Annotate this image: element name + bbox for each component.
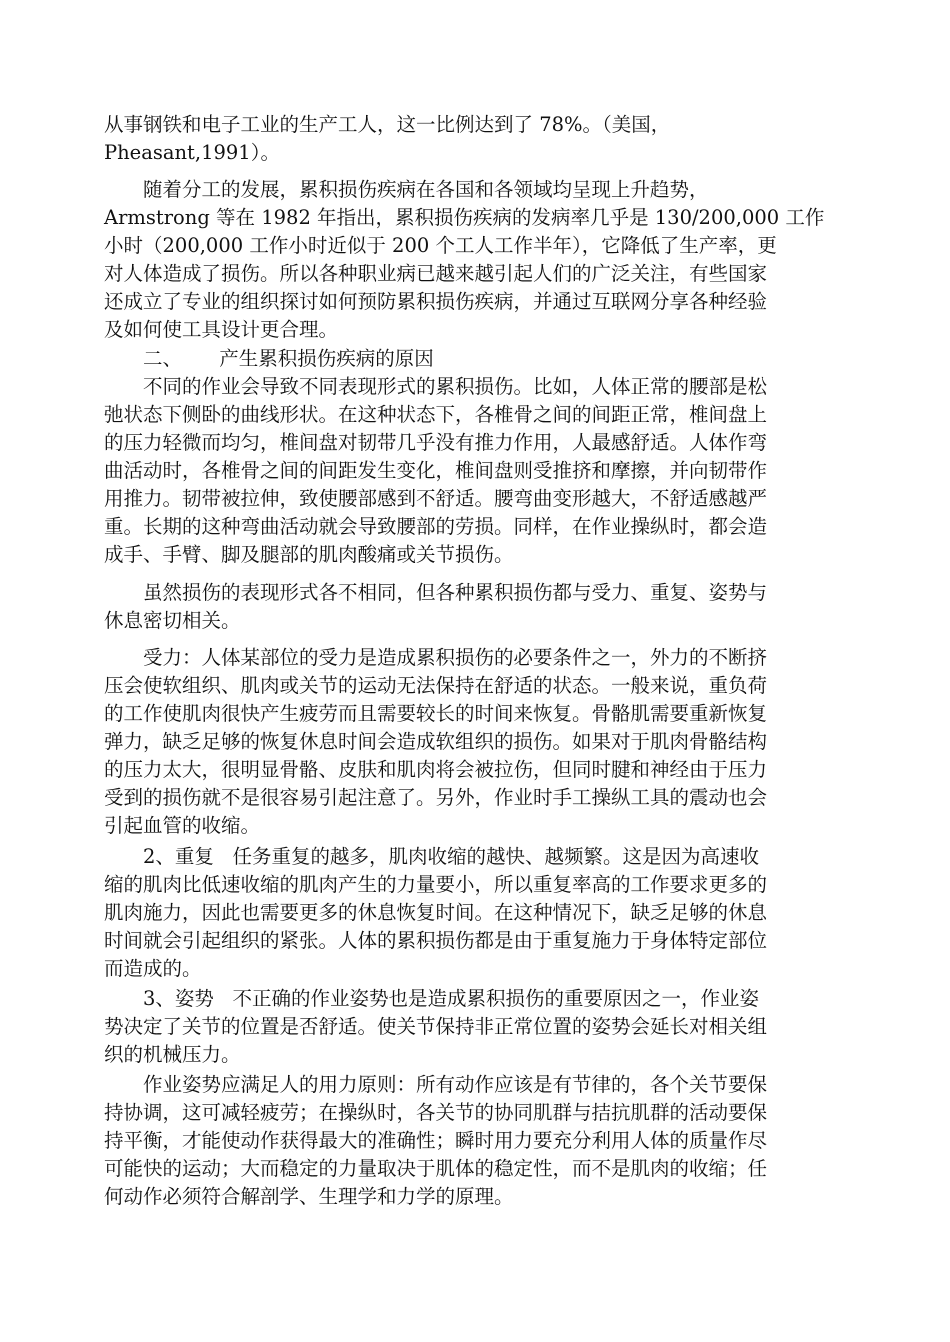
text-line: 可能快的运动；大而稳定的力量取决于肌体的稳定性，而不是肌肉的收缩；任: [104, 1157, 768, 1180]
text-line: 引起血管的收缩。: [104, 814, 261, 837]
text-line: 而造成的。: [104, 957, 202, 980]
text-line: 势决定了关节的位置是否舒适。使关节保持非正常位置的姿势会延长对相关组: [104, 1015, 768, 1038]
text-line: 对人体造成了损伤。所以各种职业病已越来越引起人们的广泛关注，有些国家: [104, 262, 768, 285]
text-line: 成手、手臂、脚及腿部的肌肉酸痛或关节损伤。: [104, 543, 514, 566]
text-line: 缩的肌肉比低速收缩的肌肉产生的力量要小，所以重复率高的工作要求更多的: [104, 873, 768, 896]
text-line: Armstrong 等在 1982 年指出，累积损伤疾病的发病率几乎是 130/200,000 工作: [104, 206, 825, 229]
text-line: 小时（200,000 工作小时近似于 200 个工人工作半年），它降低了生产率，更: [104, 234, 777, 257]
text-line: 的压力轻微而均匀，椎间盘对韧带几乎没有推力作用，人最感舒适。人体作弯: [104, 431, 768, 454]
text-line: 及如何使工具设计更合理。: [104, 318, 339, 341]
heading-line: 二、 产生累积损伤疾病的原因: [143, 347, 434, 370]
text-line: 的压力太大，很明显骨骼、皮肤和肌肉将会被拉伤，但同时腱和神经由于压力: [104, 758, 768, 781]
text-line: 重。长期的这种弯曲活动就会导致腰部的劳损。同样，在作业操纵时，都会造: [104, 515, 768, 538]
text-line: 休息密切相关。: [104, 609, 241, 632]
text-line: Pheasant,1991）。: [104, 141, 280, 164]
text-line: 织的机械压力。: [104, 1043, 241, 1066]
text-line: 用推力。韧带被拉伸，致使腰部感到不舒适。腰弯曲变形越大，不舒适感越严: [104, 487, 768, 510]
text-line: 时间就会引起组织的紧张。人体的累积损伤都是由于重复施力于身体特定部位: [104, 929, 768, 952]
text-line: 随着分工的发展，累积损伤疾病在各国和各领域均呈现上升趋势，: [143, 178, 709, 201]
text-line: 持协调，这可减轻疲劳；在操纵时，各关节的协同肌群与拮抗肌群的活动要保: [104, 1101, 768, 1124]
text-line: 何动作必须符合解剖学、生理学和力学的原理。: [104, 1185, 514, 1208]
text-line: 肌肉施力，因此也需要更多的休息恢复时间。在这种情况下，缺乏足够的休息: [104, 901, 768, 924]
text-line: 受到的损伤就不是很容易引起注意了。另外，作业时手工操纵工具的震动也会: [104, 786, 768, 809]
text-line: 曲活动时，各椎骨之间的间距发生变化，椎间盘则受推挤和摩擦，并向韧带作: [104, 459, 768, 482]
text-line: 不同的作业会导致不同表现形式的累积损伤。比如，人体正常的腰部是松: [143, 375, 768, 398]
text-line: 持平衡，才能使动作获得最大的准确性；瞬时用力要充分利用人体的质量作尽: [104, 1129, 768, 1152]
text-line: 虽然损伤的表现形式各不相同，但各种累积损伤都与受力、重复、姿势与: [143, 581, 768, 604]
text-line: 的工作使肌肉很快产生疲劳而且需要较长的时间来恢复。骨骼肌需要重新恢复: [104, 702, 768, 725]
text-line: 弛状态下侧卧的曲线形状。在这种状态下，各椎骨之间的间距正常，椎间盘上: [104, 403, 768, 426]
text-line: 从事钢铁和电子工业的生产工人，这一比例达到了 78%。（美国，: [104, 113, 671, 136]
text-line: 还成立了专业的组织探讨如何预防累积损伤疾病，并通过互联网分享各种经验: [104, 290, 768, 313]
text-line: 3、姿势 不正确的作业姿势也是造成累积损伤的重要原因之一，作业姿: [143, 987, 760, 1010]
text-line: 2、重复 任务重复的越多，肌肉收缩的越快、越频繁。这是因为高速收: [143, 845, 760, 868]
text-line: 作业姿势应满足人的用力原则：所有动作应该是有节律的，各个关节要保: [143, 1073, 768, 1096]
text-line: 弹力，缺乏足够的恢复休息时间会造成软组织的损伤。如果对于肌肉骨骼结构: [104, 730, 768, 753]
text-line: 压会使软组织、肌肉或关节的运动无法保持在舒适的状态。一般来说，重负荷: [104, 674, 768, 697]
text-line: 受力：人体某部位的受力是造成累积损伤的必要条件之一，外力的不断挤: [143, 646, 768, 669]
